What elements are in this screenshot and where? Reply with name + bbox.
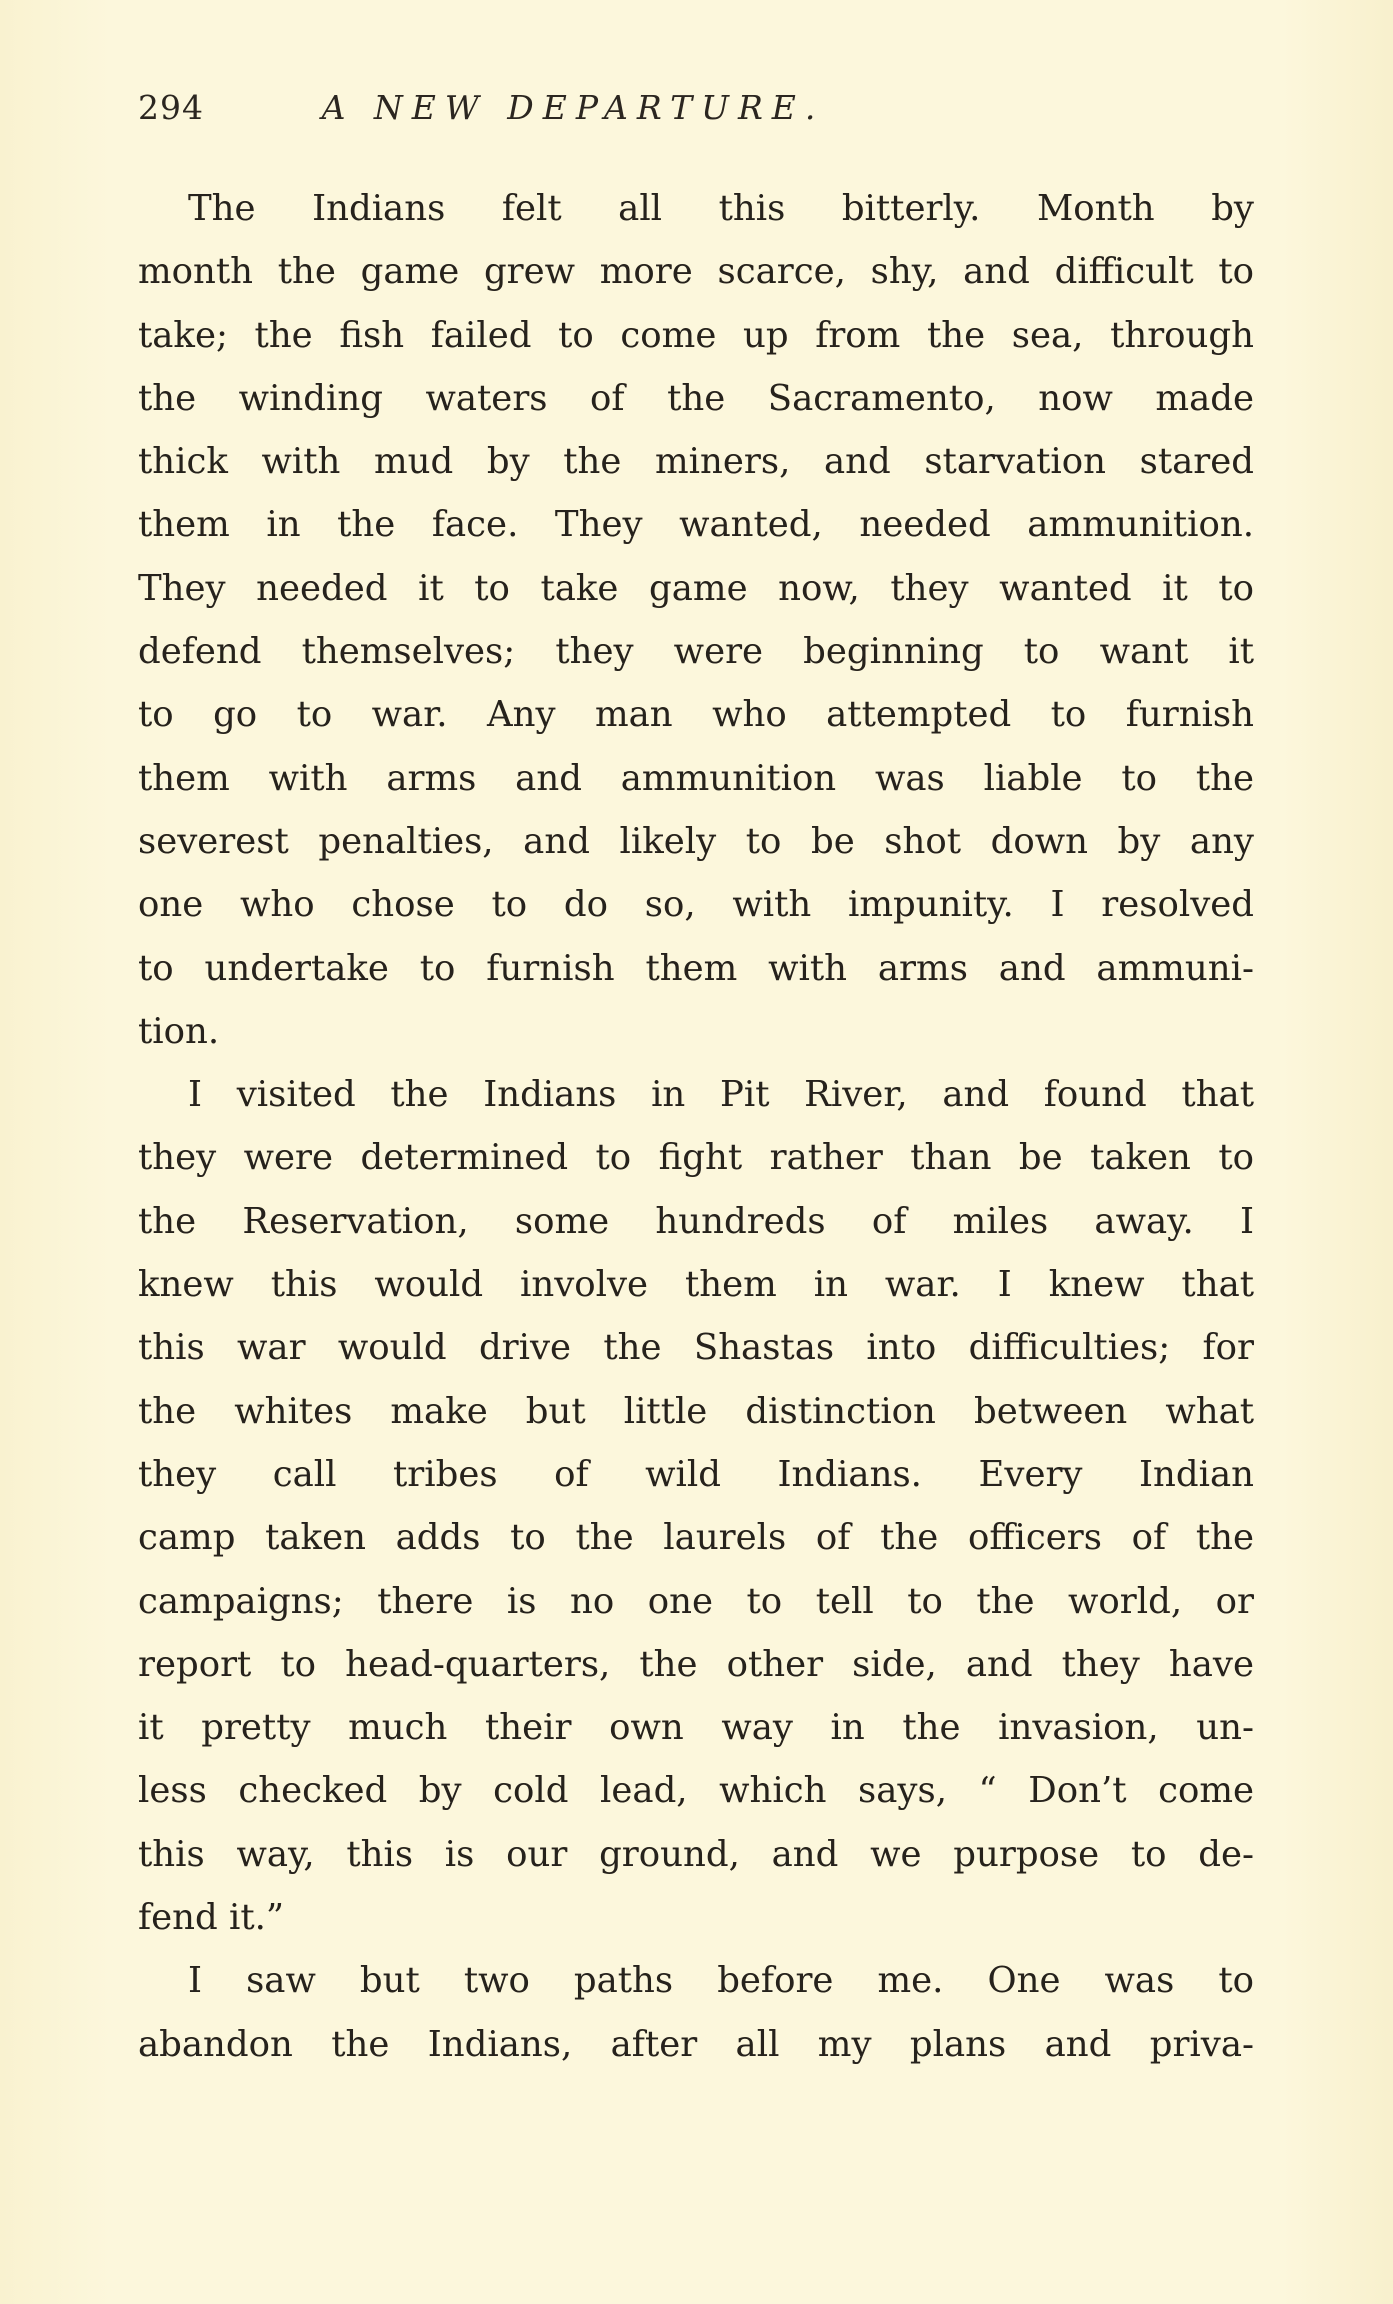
- text-line: take; the fish failed to come up from the sea, through: [138, 314, 1254, 356]
- text-line: the winding waters of the Sacramento, now made: [138, 377, 1254, 419]
- text-line: report to head-quarters, the other side, and they have: [138, 1643, 1254, 1685]
- text-line: severest penalties, and likely to be shot down by any: [138, 820, 1254, 862]
- text-line: defend themselves; they were beginning to want it: [138, 631, 1254, 673]
- text-line: I visited the Indians in Pit River, and found that: [188, 1074, 1254, 1116]
- text-line: fend it.”: [138, 1897, 285, 1939]
- text-line: it pretty much their own way in the invasion, un-: [138, 1707, 1254, 1749]
- text-line: to go to war. Any man who attempted to furnish: [138, 694, 1254, 736]
- text-line: The Indians felt all this bitterly. Month by: [188, 188, 1254, 229]
- text-line: the whites make but little distinction between what: [138, 1390, 1254, 1432]
- text-line: knew this would involve them in war. I knew that: [138, 1264, 1254, 1306]
- text-line: they call tribes of wild Indians. Every Indian: [138, 1453, 1254, 1495]
- text-line: the Reservation, some hundreds of miles away. I: [138, 1200, 1254, 1242]
- running-head: [138, 88, 978, 138]
- page-number: 294: [138, 88, 204, 127]
- text-line: I saw but two paths before me. One was to: [188, 1960, 1254, 2002]
- text-line: camp taken adds to the laurels of the officers of the: [138, 1517, 1254, 1559]
- text-line: They needed it to take game now, they wanted it to: [138, 567, 1254, 609]
- text-line: this war would drive the Shastas into difficulties; for: [138, 1327, 1254, 1369]
- text-line: abandon the Indians, after all my plans and priva-: [138, 2023, 1254, 2065]
- text-line: thick with mud by the miners, and starvation stared: [138, 441, 1254, 483]
- text-line: campaigns; there is no one to tell to the world, or: [138, 1580, 1254, 1622]
- text-line: them with arms and ammunition was liable to the: [138, 757, 1254, 799]
- text-line: tion.: [138, 1010, 220, 1052]
- text-line: they were determined to fight rather than be taken to: [138, 1137, 1254, 1179]
- text-line: this way, this is our ground, and we purpose to de-: [138, 1833, 1254, 1875]
- running-title: A NEW DEPARTURE.: [321, 88, 825, 127]
- text-line: to undertake to furnish them with arms and ammuni-: [138, 947, 1254, 989]
- text-line: one who chose to do so, with impunity. I resolved: [138, 884, 1254, 926]
- text-line: them in the face. They wanted, needed ammunition.: [138, 504, 1254, 546]
- text-line: month the game grew more scarce, shy, and difficult to: [138, 251, 1254, 293]
- body-text: [138, 177, 1254, 2076]
- text-line: less checked by cold lead, which says, “ Don’t come: [138, 1770, 1254, 1812]
